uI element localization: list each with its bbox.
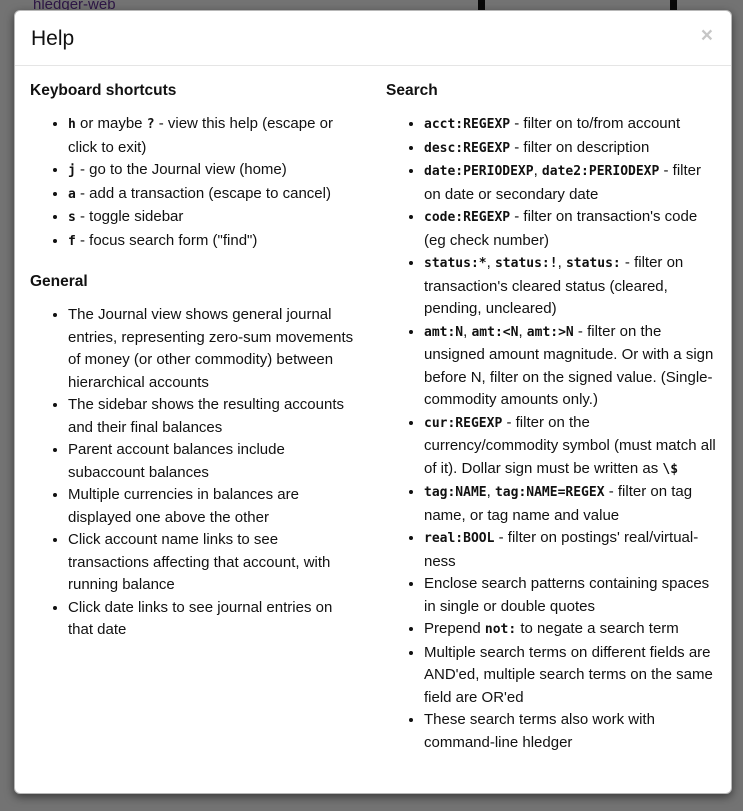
section-list-search [386,113,716,754]
list-item: • h or maybe ? - view this help (escape or click to exit) [68,113,360,159]
list-item: • cur:REGEXP - filter on the currency/commodity symbol (must match all of it). Dollar sign must be written as \$ [424,412,716,482]
code-term: date2:PERIODEXP [541,164,660,180]
list-item: • Multiple search terms on different fields are AND'ed, multiple search terms on the same field are OR'ed [424,642,716,710]
list-item: • Multiple currencies in balances are displayed one above the other [68,484,360,529]
code-term: amt:N [424,324,464,340]
list-item: • a - add a transaction (escape to cancel) [68,183,360,207]
section-title-keyboard-shortcuts: Keyboard shortcuts [30,82,177,100]
list-item: • code:REGEXP - filter on transaction's code (eg check number) [424,206,716,252]
list-item: • tag:NAME, tag:NAME=REGEX - filter on tag name, or tag name and value [424,481,716,527]
list-item: • date:PERIODEXP, date2:PERIODEXP - filter on date or secondary date [424,160,716,206]
code-term: amt:<N [471,324,519,340]
list-item: • These search terms also work with command-line hledger [424,709,716,754]
modal-body [15,66,731,777]
code-term: desc:REGEXP [424,140,511,156]
list-item: • status:*, status:!, status: - filter on transaction's cleared status (cleared, pending, uncleared) [424,252,716,321]
help-modal [14,10,732,794]
modal-header [15,11,731,66]
list-item: • j - go to the Journal view (home) [68,159,360,183]
code-term: cur:REGEXP [424,415,503,431]
code-term: acct:REGEXP [424,117,511,133]
list-item: • The sidebar shows the resulting accounts and their final balances [68,394,360,439]
code-term: ? [146,117,155,133]
code-term: real:BOOL [424,531,495,547]
list-item: • Enclose search patterns containing spaces in single or double quotes [424,573,716,618]
code-term: amt:>N [526,324,574,340]
code-term: status:! [494,256,558,272]
list-item: • desc:REGEXP - filter on description [424,137,716,161]
code-term: s [68,210,76,226]
section-title-search: Search [386,82,438,100]
list-item: • Parent account balances include subaccount balances [68,439,360,484]
code-term: status: [565,256,621,272]
code-term: h [68,117,76,133]
list-item: • acct:REGEXP - filter on to/from account [424,113,716,137]
section-title-general: General [30,273,88,291]
help-column-right [386,74,716,762]
list-item: • Click date links to see journal entries on that date [68,597,360,642]
list-item: • The Journal view shows general journal entries, representing zero-sum movements of money (or other commodity) between hierarchical accounts [68,304,360,394]
code-term: status:* [424,256,487,272]
list-item: • amt:N, amt:<N, amt:>N - filter on the unsigned amount magnitude. Or with a sign before N, filter on the signed value. (Single-commodity amounts only.) [424,321,716,412]
code-term: f [68,233,76,249]
section-list-general [30,304,360,642]
modal-title: Help [31,27,75,50]
help-column-left [30,74,360,762]
code-term: \$ [662,461,679,477]
code-term: code:REGEXP [424,210,511,226]
code-term: not: [484,622,517,638]
close-icon[interactable]: × [697,23,717,48]
code-term: j [68,163,76,179]
list-item: • f - focus search form ("find") [68,230,360,254]
list-item: • Prepend not: to negate a search term [424,618,716,642]
list-item: • s - toggle sidebar [68,206,360,230]
code-term: tag:NAME=REGEX [494,485,605,501]
code-term: date:PERIODEXP [424,164,534,180]
code-term: a [68,186,76,202]
list-item: • Click account name links to see transactions affecting that account, with running balance [68,529,360,597]
list-item: • real:BOOL - filter on postings' real/virtual-ness [424,527,716,573]
code-term: tag:NAME [424,485,487,501]
section-list-keyboard-shortcuts [30,113,360,253]
